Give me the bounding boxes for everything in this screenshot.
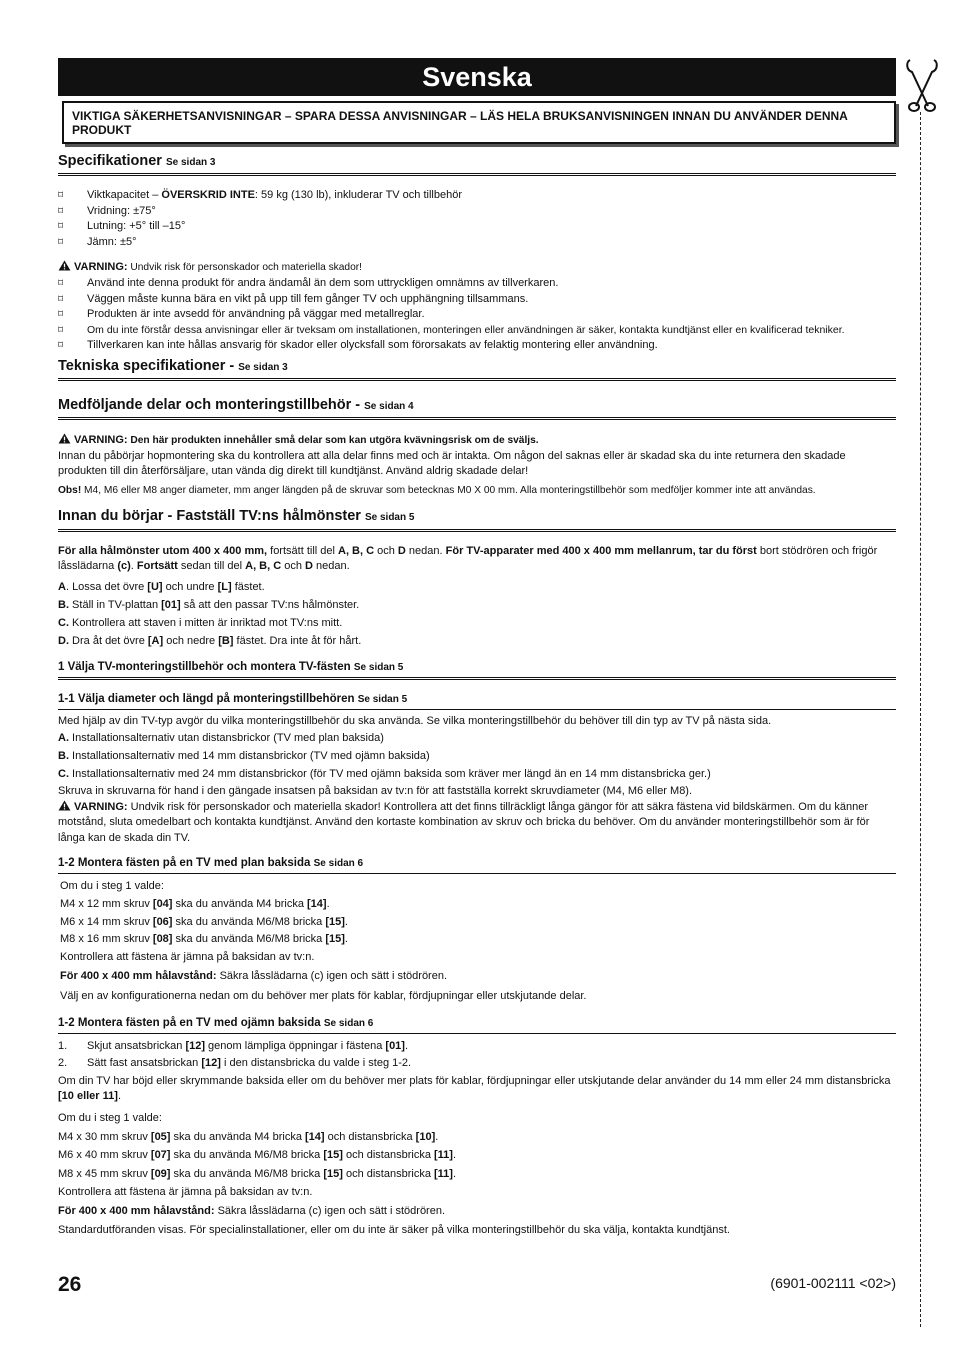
paragraph: Kontrollera att fästena är jämna på baksidan av tv:n. xyxy=(58,1186,313,1199)
scissors-icon xyxy=(902,56,942,112)
warning-list xyxy=(58,276,896,354)
list-item: ⌑ Använd inte denna produkt för andra ändamål än dem som uttryckligen omnämns av tillverkaren. xyxy=(58,276,896,292)
warning-triangle-icon xyxy=(58,433,71,444)
page-title: Svenska xyxy=(58,58,896,96)
warning-note: VARNING: Den här produkten innehåller små delar som kan utgöra kvävningsrisk om de sväljs. xyxy=(58,432,896,449)
page-ref: Se sidan 5 xyxy=(364,512,415,524)
screw-m8: M8 x 16 mm skruv [08] ska du använda M6/M8 bricka [15]. xyxy=(60,933,348,946)
page-number: 26 xyxy=(58,1273,82,1296)
list-item: ⌑ Väggen måste kunna bära en vikt på upp till fem gånger TV och upphängning tillsammans. xyxy=(58,292,896,308)
section-heading-step1-1: 1-1 Välja diameter och längd på monteringstillbehören Se sidan 5 xyxy=(58,691,896,710)
section-heading-parts xyxy=(58,396,896,420)
list-item: 1. Skjut ansatsbrickan [12] genom lämpliga öppningar i fästena [01]. xyxy=(58,1039,409,1052)
list-item: ⌑ Produkten är inte avsedd för användning på väggar med metallreglar. xyxy=(58,307,896,323)
paragraph: Innan du påbörjar hopmontering ska du kontrollera att alla delar finns med och är intakta. Om någon del saknas eller är skadad ska du inte returnera den skadade produkten till din återförsäljare, utan vända dig direkt till kundtjänst. Använd aldrig skadade delar! xyxy=(58,449,846,478)
list-item: 2. Sätt fast ansatsbrickan [12] i den distansbricka du valde i steg 1-2. xyxy=(58,1056,412,1069)
section-heading-technical xyxy=(58,357,896,381)
step-b: B. Ställ in TV-plattan [01] så att den passar TV:ns hålmönster. xyxy=(58,598,360,611)
paragraph: För alla hålmönster utom 400 x 400 mm, fortsätt till del A, B, C och D nedan. För TV-apparater med 400 x 400 mm mellanrum, tar du först bort stödrören och frigör låsslädarna (c). Fortsätt sedan till del A, B, C och D nedan. xyxy=(58,544,878,572)
paragraph: Om din TV har böjd eller skrymmande baksida eller om du behöver mer plats för kablar, fördjupningar eller utskjutande delar använder du 14 mm eller 24 mm distansbricka [10 eller 11]. xyxy=(58,1074,891,1103)
document-code: (6901-002111 <02>) xyxy=(770,1275,896,1291)
heading-text: Medföljande delar och monteringstillbehör - xyxy=(58,396,365,413)
list-item: ⌑ Vridning: ±75° xyxy=(58,204,896,220)
warning-triangle-icon xyxy=(58,800,71,811)
step-a: A. Lossa det övre [U] och undre [L] fästet. xyxy=(58,580,265,593)
heading-text: Specifikationer xyxy=(58,153,162,169)
screw-m4: M4 x 12 mm skruv [04] ska du använda M4 bricka [14]. xyxy=(60,898,330,911)
page-ref: Se sidan 4 xyxy=(364,400,414,412)
step-c: C. Kontrollera att staven i mitten är inriktad mot TV:ns mitt. xyxy=(58,616,343,629)
section-heading-step1-2-uneven: 1-2 Montera fästen på en TV med ojämn baksida Se sidan 6 xyxy=(58,1015,896,1034)
list-item: ⌑ Viktkapacitet – ÖVERSKRID INTE: 59 kg (130 lb), inkluderar TV och tillbehör xyxy=(58,188,896,204)
list-item: ⌑ Tillverkaren kan inte hållas ansvarig för skador eller olycksfall som förorsakats av felaktig montering eller användning. xyxy=(58,338,896,354)
warning-note: VARNING: Undvik risk för personskador och materiella skador! xyxy=(58,259,896,276)
paragraph: Skruva in skruvarna för hand i den gängade insatsen på baksidan av tv:n för att fastställa korrekt skruvdiameter (M4, M6 eller M8). xyxy=(58,784,693,797)
paragraph: Standardutföranden visas. För specialinstallationer, eller om du inte är säker på vilka monteringstillbehör du ska välja, kontakta kundtjänst. xyxy=(58,1223,730,1236)
safety-banner: VIKTIGA SÄKERHETSANVISNINGAR – SPARA DESSA ANVISNINGAR – LÄS HELA BRUKSANVISNINGEN INNAN DU ANVÄNDER DENNA PRODUKT xyxy=(62,101,896,144)
option-b: B. Installationsalternativ med 14 mm distansbrickor (TV med ojämn baksida) xyxy=(58,749,430,762)
paragraph: Kontrollera att fästena är jämna på baksidan av tv:n. xyxy=(60,950,315,963)
screw-m8: M8 x 45 mm skruv [09] ska du använda M6/M8 bricka [15] och distansbricka [11]. xyxy=(58,1167,457,1180)
numbered-list xyxy=(58,1038,896,1072)
spec-list xyxy=(58,188,896,250)
screw-m6: M6 x 14 mm skruv [06] ska du använda M6/M8 bricka [15]. xyxy=(60,915,348,928)
page-ref: Se sidan 3 xyxy=(238,361,288,373)
screw-m4: M4 x 30 mm skruv [05] ska du använda M4 bricka [14] och distansbricka [10]. xyxy=(58,1130,439,1143)
page-ref: Se sidan 3 xyxy=(165,157,216,168)
screw-m6: M6 x 40 mm skruv [07] ska du använda M6/M8 bricka [15] och distansbricka [11]. xyxy=(58,1149,457,1162)
paragraph: För 400 x 400 mm hålavstånd: Säkra låsslädarna (c) igen och sätt i stödrören. xyxy=(58,1204,446,1217)
option-a: A. Installationsalternativ utan distansbrickor (TV med plan baksida) xyxy=(58,731,384,744)
section-heading-specifications xyxy=(58,152,896,176)
section-heading-hole-pattern xyxy=(58,507,896,531)
heading-text: Innan du börjar - Fastställ TV:ns hålmönster xyxy=(58,508,361,525)
paragraph: Om du i steg 1 valde: xyxy=(58,1111,162,1124)
section-heading-step1: 1 Välja TV-monteringstillbehör och montera TV-fästen Se sidan 5 xyxy=(58,660,404,673)
cut-line xyxy=(920,112,921,1327)
note-paragraph: Obs! M4, M6 eller M8 anger diameter, mm anger längden på de skruvar som betecknas M0 X 00 mm. Alla monteringstillbehör som medföljer kommer inte att användas. xyxy=(58,484,816,496)
option-c: C. Installationsalternativ med 24 mm distansbrickor (för TV med ojämn baksida som kräver mer längd än en 14 mm distansbricka ger.) xyxy=(58,767,711,780)
step-d: D. Dra åt det övre [A] och nedre [B] fästet. Dra inte åt för hårt. xyxy=(58,634,362,647)
paragraph: För 400 x 400 mm hålavstånd: Säkra låsslädarna (c) igen och sätt i stödrören. xyxy=(60,970,448,983)
main-content xyxy=(58,152,896,1239)
warning-triangle-icon xyxy=(58,260,71,271)
list-item: ⌑ Lutning: +5° till –15° xyxy=(58,219,896,235)
paragraph: Om du i steg 1 valde: xyxy=(60,880,164,893)
warning-note: VARNING: Undvik risk för personskador och materiella skador! Kontrollera att det finns tillräckligt långa gängor för att säkra fästena vid bildskärmen. Om du känner motstånd, sluta omedelbart och kontakta kundtjänst. Använd den kortaste kombination av skruv och bricka du behöver. Om du använder monteringstillbehör som är för långa kan de skada din TV. xyxy=(58,800,870,844)
paragraph: Med hjälp av din TV-typ avgör du vilka monteringstillbehör du ska använda. Se vilka monteringstillbehör du behöver till din typ av TV på nästa sida. xyxy=(58,715,772,728)
list-item: ⌑ Jämn: ±5° xyxy=(58,235,896,251)
list-item: ⌑ Om du inte förstår dessa anvisningar eller är tveksam om installationen, monteringen eller användningen är säker, kontakta kundtjänst eller en kvalificerad tekniker. xyxy=(58,323,896,339)
paragraph: Välj en av konfigurationerna nedan om du behöver mer plats för kablar, fördjupningar eller utskjutande delar. xyxy=(60,990,587,1003)
heading-text: Tekniska specifikationer - xyxy=(58,357,239,374)
section-heading-step1-2-flat: 1-2 Montera fästen på en TV med plan baksida Se sidan 6 xyxy=(58,855,896,874)
